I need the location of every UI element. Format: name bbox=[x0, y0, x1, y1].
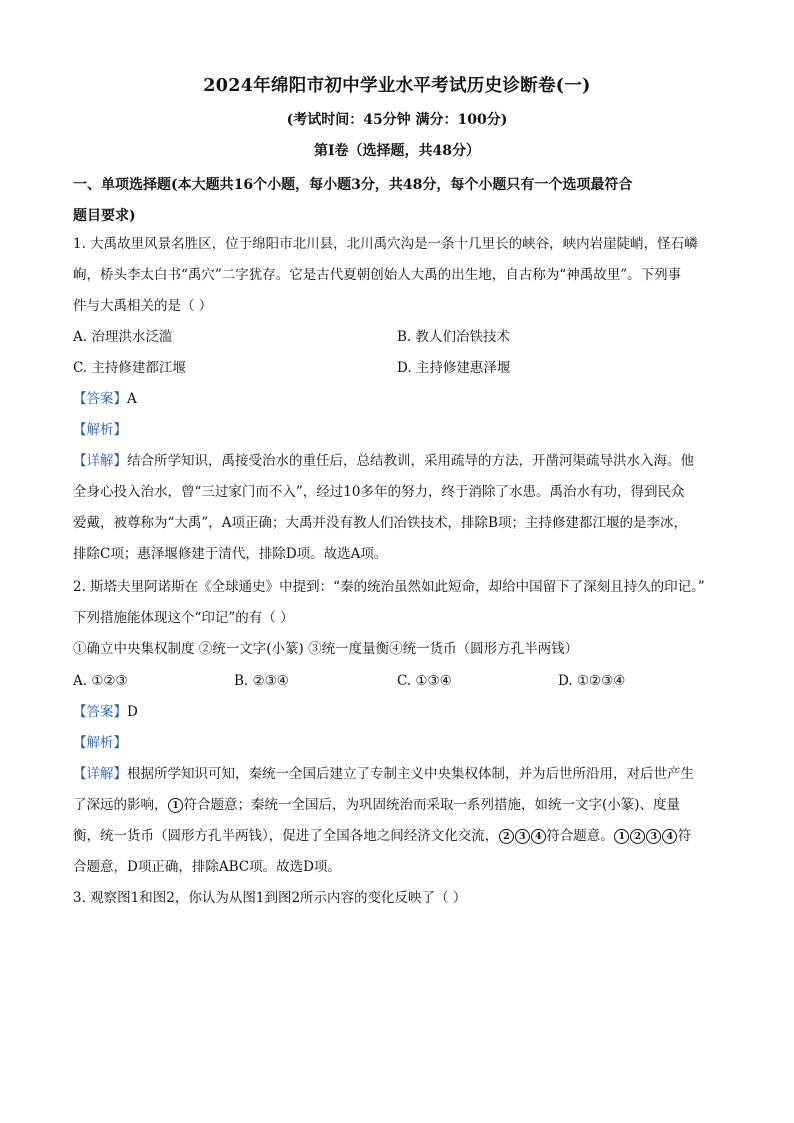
analysis-tag: 【解析】 bbox=[73, 422, 127, 438]
q1-detail-line2: 全身心投入治水，曾“三过家门而不入”，经过10多年的努力，终于消除了水患。禹治水有功，得到民众 bbox=[73, 484, 685, 500]
circled-number: 2 bbox=[499, 829, 514, 844]
q2-option-c: C. ①③④ bbox=[397, 673, 452, 689]
q2-analysis-line bbox=[73, 733, 127, 753]
q2-stem-line2: 下列措施能体现这个“印记”的有（ ） bbox=[73, 610, 294, 626]
q2-detail-text2a: 了深远的影响， bbox=[73, 797, 168, 813]
circled-number: 4 bbox=[531, 829, 546, 844]
q1-stem-line1: 1. 大禹故里风景名胜区，位于绵阳市北川县，北川禹穴沟是一条十几里长的峡谷，峡内岩崖陡峭，怪石嶙 bbox=[73, 236, 698, 252]
q1-answer-line bbox=[73, 389, 137, 409]
q2-answer-value: D bbox=[127, 704, 138, 720]
q1-option-b: B. 教人们冶铁技术 bbox=[397, 329, 511, 345]
answer-tag: 【答案】 bbox=[73, 704, 127, 720]
q2-answer-line bbox=[73, 702, 138, 722]
q2-detail-line1 bbox=[73, 764, 694, 784]
exam-info: (考试时间：45分钟 满分：100分) bbox=[286, 112, 508, 128]
q2-detail-text1: 根据所学知识可知，秦统一全国后建立了专制主义中央集权体制，并为后世所沿用，对后世产生 bbox=[127, 766, 694, 782]
q1-answer-value: A bbox=[127, 391, 137, 407]
q1-detail-line1 bbox=[73, 451, 694, 471]
q2-detail-line4: 合题意，D项正确，排除ABC项。故选D项。 bbox=[73, 859, 341, 875]
section-heading-line1: 一、单项选择题(本大题共16个小题，每小题3分，共48分，每个小题只有一个选项最符合 bbox=[73, 177, 633, 193]
section-heading-line2: 题目要求) bbox=[73, 208, 136, 224]
q2-detail-text3a: 衡，统一货币（圆形方孔半两钱），促进了全国各地之间经济文化交流， bbox=[73, 828, 499, 844]
circled-number: 2 bbox=[630, 829, 645, 844]
q1-analysis-line bbox=[73, 420, 127, 440]
circled-number: 3 bbox=[646, 829, 661, 844]
q1-detail-text1: 结合所学知识，禹接受治水的重任后，总结教训，采用疏导的方法，开凿河渠疏导洪水入海。他 bbox=[127, 453, 694, 469]
circled-number: 3 bbox=[515, 829, 530, 844]
q2-stem-line1: 2. 斯塔夫里阿诺斯在《全球通史》中提到：“秦的统治虽然如此短命，却给中国留下了深刻且持久的印记。” bbox=[73, 579, 705, 595]
q2-detail-line2 bbox=[73, 795, 680, 815]
q1-stem-line2: 峋，桥头李太白书“禹穴”二字犹存。它是古代夏朝创始人大禹的出生地，自古称为“神禹故里”。下列事 bbox=[73, 267, 682, 283]
section-heading bbox=[73, 170, 733, 232]
detail-tag: 【详解】 bbox=[73, 766, 127, 782]
q2-option-a: A. ①②③ bbox=[73, 673, 128, 689]
page-title: 2024年绵阳市初中学业水平考试历史诊断卷(一) bbox=[203, 76, 591, 96]
q1-option-c: C. 主持修建都江堰 bbox=[73, 360, 186, 376]
q2-detail-text2b: 符合题意；秦统一全国后，为巩固统治而采取一系列措施，如统一文字(小篆)、度量 bbox=[183, 797, 681, 813]
q2-detail-text3c: 符 bbox=[677, 828, 692, 844]
q2-option-b: B. ②③④ bbox=[234, 673, 289, 689]
q2-option-d: D. ①②③④ bbox=[558, 673, 626, 689]
answer-tag: 【答案】 bbox=[73, 391, 127, 407]
q2-detail-line3 bbox=[73, 826, 691, 846]
q1-detail-line3: 爱戴，被尊称为“大禹”，A项正确；大禹并没有教人们冶铁技术，排除B项；主持修建都江堰的是李冰， bbox=[73, 515, 687, 531]
detail-tag: 【详解】 bbox=[73, 453, 127, 469]
q1-stem-line3: 件与大禹相关的是（ ） bbox=[73, 298, 213, 314]
circled-number: 1 bbox=[614, 829, 629, 844]
part-title: 第Ⅰ卷（选择题，共48分） bbox=[313, 143, 481, 159]
circled-number: 4 bbox=[662, 829, 677, 844]
q1-option-a: A. 治理洪水泛滥 bbox=[73, 329, 173, 345]
q2-items-line: ①确立中央集权制度 ②统一文字(小篆) ③统一度量衡④统一货币（圆形方孔半两钱） bbox=[73, 641, 579, 657]
circled-number: 1 bbox=[168, 798, 183, 813]
q2-detail-text3b: 符合题意。 bbox=[546, 828, 614, 844]
q3-stem-line: 3. 观察图1和图2，你认为从图1到图2所示内容的变化反映了（ ） bbox=[73, 890, 467, 906]
analysis-tag: 【解析】 bbox=[73, 735, 127, 751]
q1-option-d: D. 主持修建惠泽堰 bbox=[397, 360, 511, 376]
q1-detail-line4: 排除C项；惠泽堰修建于清代，排除D项。故选A项。 bbox=[73, 546, 388, 562]
